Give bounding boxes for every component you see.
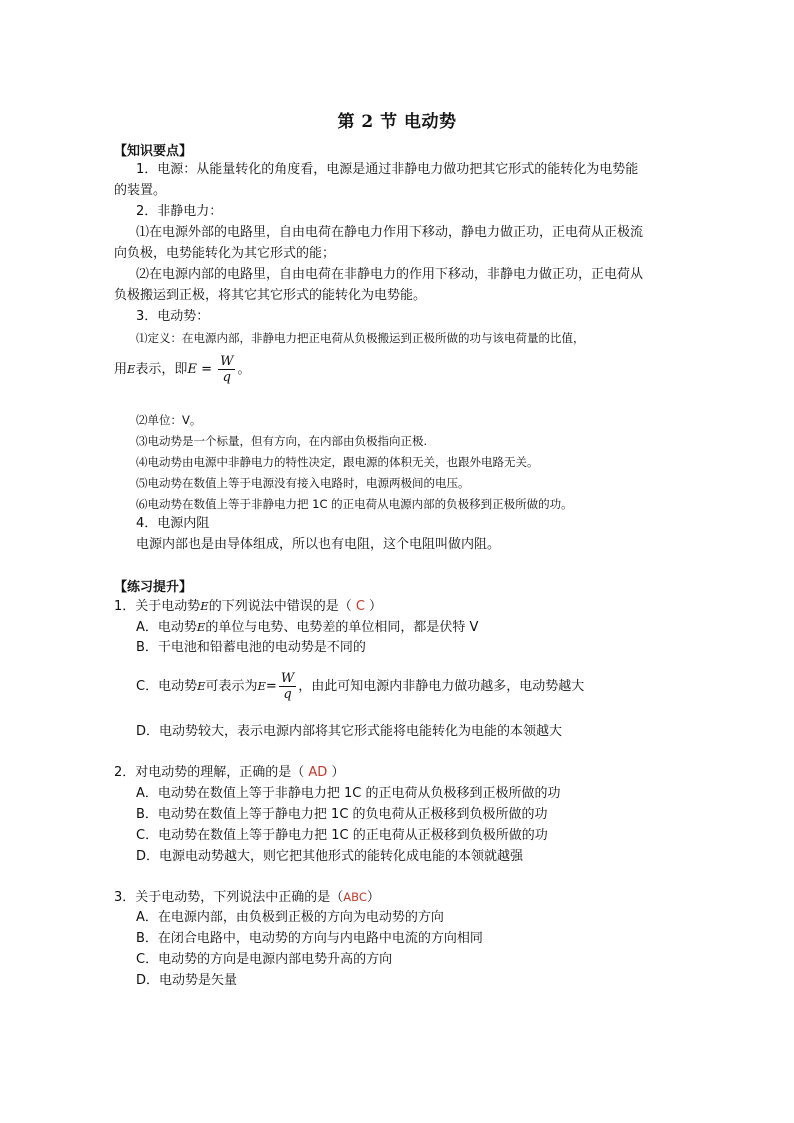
q1-a-prefix: A．电动势 bbox=[136, 620, 197, 635]
formula-prefix: 用 bbox=[114, 362, 128, 377]
formula-fraction bbox=[279, 671, 296, 702]
emf-definition-formula-line bbox=[114, 354, 251, 385]
formula-mid: 表示，即 bbox=[135, 362, 188, 377]
knowledge-point-3b: ⑵单位：V。 bbox=[136, 413, 202, 427]
knowledge-point-2b: ⑵在电源内部的电路里，自由电荷在非静电力的作用下移动，非静电力做正功，正电荷从 bbox=[136, 267, 644, 282]
q2-option-a: A．电动势在数值上等于非静电力把 1C 的正电荷从负极移到正极所做的功 bbox=[136, 786, 561, 801]
q1-option-a bbox=[136, 617, 478, 638]
q3-option-b: B．在闭合电路中，电动势的方向与内电路中电流的方向相同 bbox=[136, 931, 483, 946]
fraction-denominator: q bbox=[283, 687, 292, 702]
q3-stem-text: 3．关于电动势，下列说法中正确的是（ bbox=[114, 890, 344, 905]
q3-stem-close: ） bbox=[366, 890, 380, 905]
symbol-e: E bbox=[127, 362, 136, 376]
symbol-e: E bbox=[196, 620, 206, 634]
knowledge-point-2: 2．非静电力： bbox=[136, 204, 223, 219]
fraction-numerator: W bbox=[280, 671, 295, 686]
formula-equals: = bbox=[265, 679, 277, 694]
page-title: 第 2 节 电动势 bbox=[337, 112, 457, 132]
question-3-stem bbox=[114, 887, 380, 908]
question-2-stem bbox=[114, 763, 344, 783]
q3-option-d: D．电动势是矢量 bbox=[136, 973, 238, 988]
knowledge-point-3a: ⑴定义：在电源内部，非静电力把正电荷从负极搬运到正极所做的功与该电荷量的比值， bbox=[136, 331, 585, 345]
q1-stem-close: ） bbox=[369, 599, 383, 614]
q1-a-text: 的单位与电势、电势差的单位相同，都是伏特 V bbox=[205, 620, 479, 635]
q1-option-b: B．干电池和铅蓄电池的电动势是不同的 bbox=[136, 640, 366, 655]
q1-stem-text: 的下列说法中错误的是（ bbox=[208, 599, 352, 614]
knowledge-point-3e: ⑸电动势在数值上等于电源没有接入电路时，电源两极间的电压。 bbox=[136, 476, 470, 490]
q1-option-d: D．电动势较大，表示电源内部将其它形式能将电能转化为电能的本领越大 bbox=[136, 724, 563, 739]
formula-lhs: E bbox=[187, 362, 197, 377]
knowledge-point-3c: ⑶电动势是一个标量，但有方向，在内部由负极指向正极. bbox=[136, 434, 428, 448]
knowledge-point-4a: 电源内部也是由导体组成，所以也有电阻，这个电阻叫做内阻。 bbox=[136, 537, 501, 552]
formula-end: 。 bbox=[237, 362, 251, 377]
q1-c-text: ，由此可知电源内非静电力做功越多，电动势越大 bbox=[298, 679, 585, 694]
knowledge-point-3: 3．电动势： bbox=[136, 309, 210, 324]
symbol-e: E bbox=[197, 679, 206, 693]
knowledge-point-1: 1．电源：从能量转化的角度看，电源是通过非静电力做功把其它形式的能转化为电势能 bbox=[136, 162, 639, 177]
knowledge-point-1-cont: 的装置。 bbox=[114, 183, 167, 198]
q2-answer: AD bbox=[304, 765, 332, 780]
knowledge-heading: 【知识要点】 bbox=[114, 144, 193, 159]
formula-equals: = bbox=[196, 362, 217, 377]
knowledge-point-2a: ⑴在电源外部的电路里，自由电荷在静电力作用下移动，静电力做正功，正电荷从正极流 bbox=[136, 225, 644, 240]
q1-c-mid: 可表示为 bbox=[205, 679, 258, 694]
knowledge-point-3f: ⑹电动势在数值上等于非静电力把 1C 的正电荷从电源内部的负极移到正极所做的功。 bbox=[136, 497, 573, 511]
practice-heading: 【练习提升】 bbox=[114, 580, 193, 595]
formula-fraction bbox=[218, 354, 235, 385]
fraction-numerator: W bbox=[220, 354, 234, 369]
q3-answer: ABC bbox=[343, 890, 367, 904]
q1-option-c bbox=[136, 671, 584, 702]
question-1-stem bbox=[114, 596, 382, 617]
symbol-e: E bbox=[200, 599, 209, 613]
q2-option-b: B．电动势在数值上等于静电力把 1C 的负电荷从正极移到负极所做的功 bbox=[136, 807, 548, 822]
formula-lhs: E bbox=[257, 679, 266, 693]
fraction-denominator: q bbox=[222, 370, 231, 385]
q1-c-prefix: C．电动势 bbox=[136, 679, 198, 694]
q2-stem-close: ） bbox=[331, 765, 345, 780]
q3-option-c: C．电动势的方向是电源内部电势升高的方向 bbox=[136, 952, 393, 967]
q2-stem-text: 2．对电动势的理解，正确的是（ bbox=[114, 765, 305, 780]
knowledge-point-2b-cont: 负极搬运到正极，将其它其它形式的能转化为电势能。 bbox=[114, 288, 427, 303]
q1-stem-prefix: 1．关于电动势 bbox=[114, 599, 201, 614]
q2-option-c: C．电动势在数值上等于静电力把 1C 的正电荷从正极移到负极所做的功 bbox=[136, 828, 548, 843]
knowledge-point-2a-cont: 向负极，电势能转化为其它形式的能； bbox=[114, 246, 336, 261]
knowledge-point-3d: ⑷电动势由电源中非静电力的特性决定，跟电源的体积无关，也跟外电路无关。 bbox=[136, 455, 539, 469]
q3-option-a: A．在电源内部，由负极到正极的方向为电动势的方向 bbox=[136, 910, 444, 925]
knowledge-point-4: 4．电源内阻 bbox=[136, 516, 210, 531]
q2-option-d: D．电源电动势越大，则它把其他形式的能转化成电能的本领就越强 bbox=[136, 849, 524, 864]
q1-answer: C bbox=[351, 599, 370, 614]
